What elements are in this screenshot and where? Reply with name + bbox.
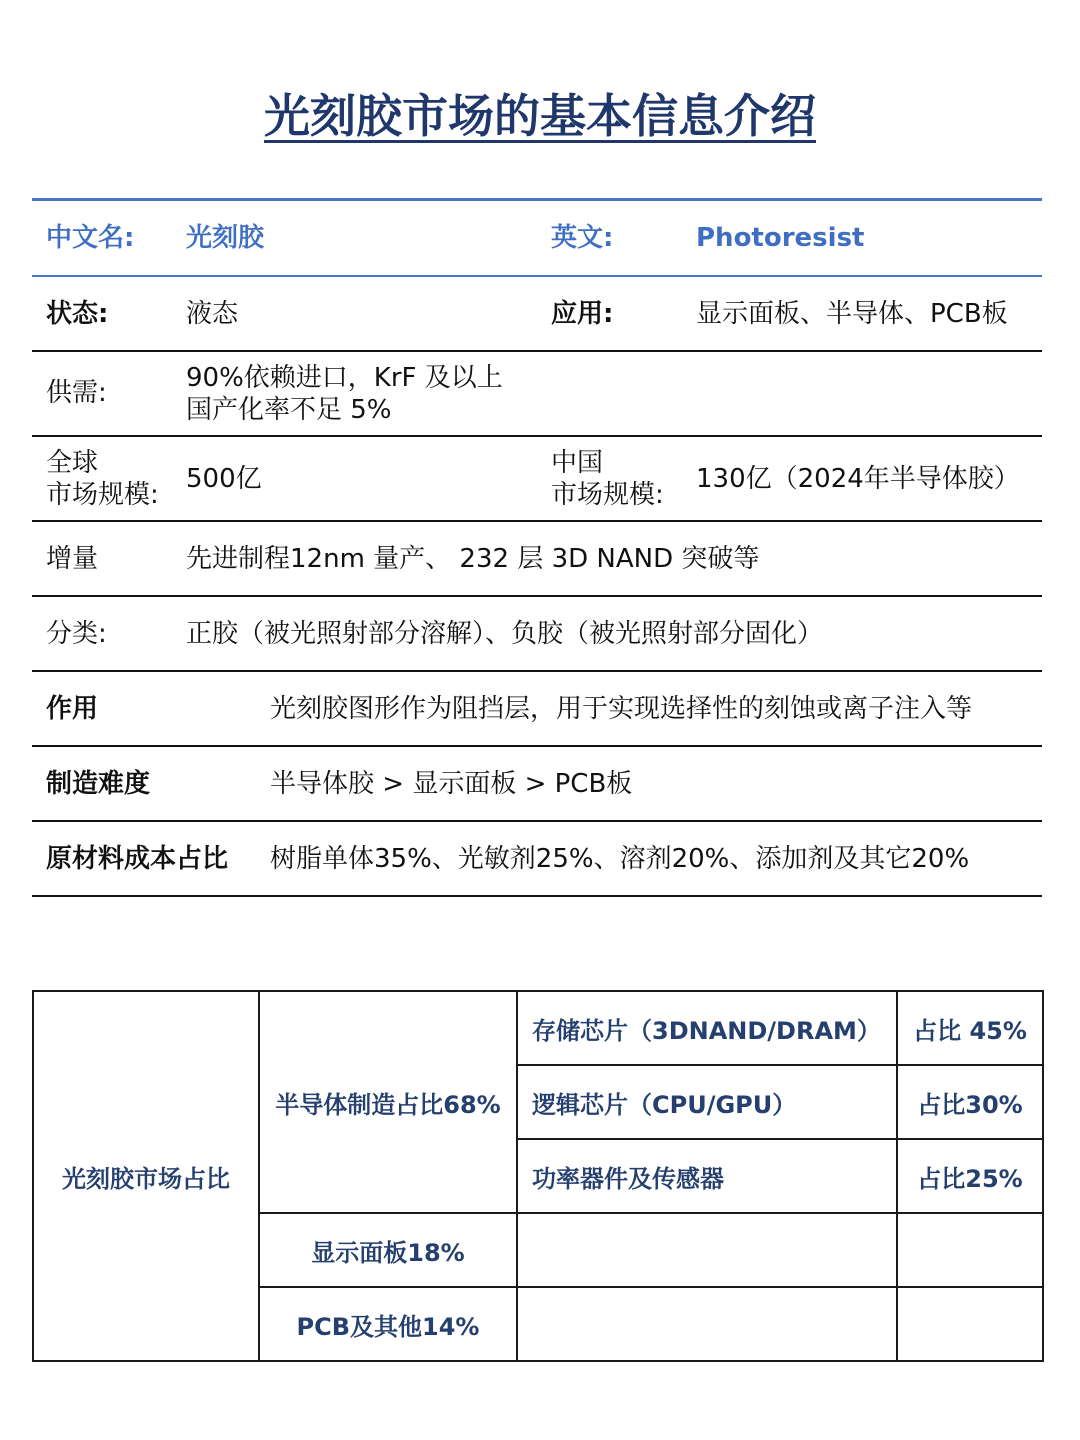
supply-row [32,352,1042,437]
state-value: 液态 [186,299,239,329]
china-market-value: 130亿（2024年半导体胶） [696,464,1020,494]
name-row [32,201,1042,277]
supply-value-line1: 90%依赖进口，KrF 及以上 [186,363,503,393]
application-label: 应用: [551,299,614,329]
market-size-row [32,437,1042,522]
display-panel-share: 显示面板18% [259,1213,517,1287]
function-value: 光刻胶图形作为阻挡层，用于实现选择性的刻蚀或离子注入等 [270,694,973,724]
cn-name-value: 光刻胶 [186,223,265,253]
empty-cell [517,1287,897,1361]
classification-value: 正胶（被光照射部分溶解）、负胶（被光照射部分固化） [186,619,824,649]
increment-value: 先进制程12nm 量产、 232 层 3D NAND 突破等 [186,544,760,574]
empty-cell [517,1213,897,1287]
info-table [32,198,1042,897]
logic-chip-share: 占比30% [897,1065,1043,1139]
supply-label: 供需: [46,378,107,408]
cost-row [32,822,1042,897]
cost-value: 树脂单体35%、光敏剂25%、溶剂20%、添加剂及其它20% [270,844,970,874]
pcb-share: PCB及其他14% [259,1287,517,1361]
page-title: 光刻胶市场的基本信息介绍 [264,89,816,143]
classification-row [32,597,1042,672]
cost-label: 原材料成本占比 [46,844,229,874]
increment-label: 增量 [46,544,99,574]
function-row [32,672,1042,747]
difficulty-value: 半导体胶 > 显示面板 > PCB板 [270,769,633,799]
market-share-table [32,990,1044,1362]
en-name-value: Photoresist [696,223,865,253]
classification-label: 分类: [46,619,107,649]
global-market-value: 500亿 [186,464,262,494]
market-share-root: 光刻胶市场占比 [33,991,259,1361]
en-name-label: 英文: [551,223,614,253]
application-value: 显示面板、半导体、PCB板 [696,299,1008,329]
power-device-label: 功率器件及传感器 [517,1139,897,1213]
memory-chip-label: 存储芯片（3DNAND/DRAM） [517,991,897,1065]
logic-chip-label: 逻辑芯片（CPU/GPU） [517,1065,897,1139]
state-label: 状态: [46,299,109,329]
global-market-label-line2: 市场规模: [46,480,159,510]
global-market-label-line1: 全球 [46,448,99,478]
empty-cell [897,1287,1043,1361]
empty-cell [897,1213,1043,1287]
semiconductor-share: 半导体制造占比68% [259,991,517,1213]
cn-name-label: 中文名: [46,223,135,253]
difficulty-row [32,747,1042,822]
function-label: 作用 [46,694,99,724]
increment-row [32,522,1042,597]
power-device-share: 占比25% [897,1139,1043,1213]
supply-value-line2: 国产化率不足 5% [186,395,392,425]
difficulty-label: 制造难度 [46,769,151,799]
state-row [32,277,1042,352]
china-market-label-line1: 中国 [551,448,604,478]
memory-chip-share: 占比 45% [897,991,1043,1065]
china-market-label-line2: 市场规模: [551,480,664,510]
